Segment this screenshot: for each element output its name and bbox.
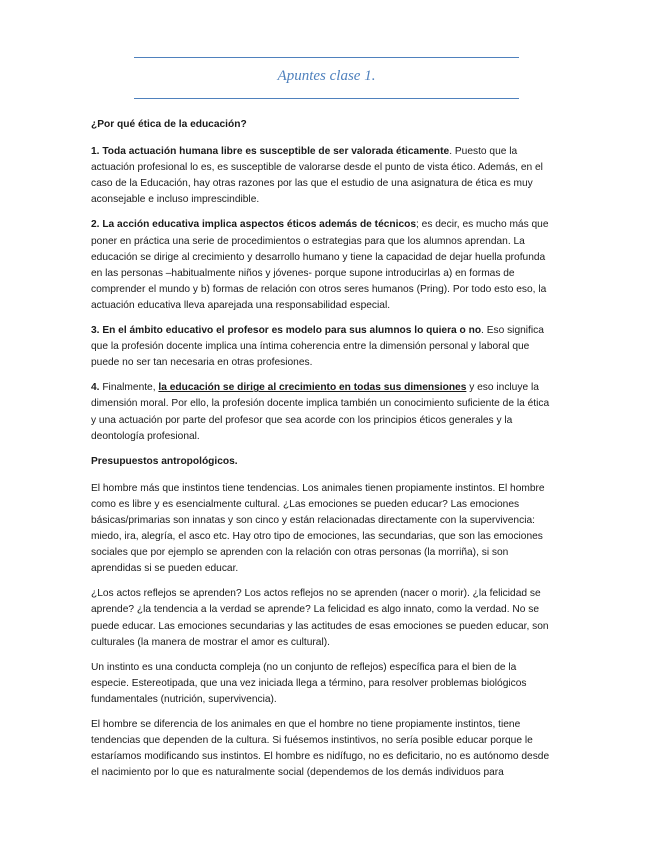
document-body: [91, 117, 554, 790]
point-number: 3.: [91, 325, 103, 337]
section-heading-ethics: ¿Por qué ética de la educación?: [91, 119, 247, 130]
title-bottom-rule: [134, 98, 519, 99]
document-title: Apuntes clase 1.: [277, 68, 376, 84]
point-number: 4.: [91, 382, 100, 394]
point-number: 1.: [91, 146, 103, 158]
point-text: . Puesto que la actuación profesional lo es, es susceptible de valorarse desde el punto de vista ético. Además, en el caso de la Educación, hay otras razones por las que el estudio de una asignatura de ética es muy aconsejable e incluso imprescindible.: [91, 146, 543, 206]
paragraph-point-1: [91, 144, 554, 208]
title-top-rule: [134, 57, 519, 58]
point-intro: Finalmente,: [99, 382, 159, 394]
point-statement: Toda actuación humana libre es susceptible de ser valorada éticamente: [102, 146, 450, 158]
paragraph-point-2: [91, 217, 554, 314]
point-number: 2.: [91, 219, 103, 231]
paragraph-point-3: [91, 323, 554, 371]
point-statement: la educación se dirige al crecimiento en todas sus dimensiones: [158, 382, 467, 394]
paragraph: El hombre se diferencia de los animales en que el hombre no tiene propiamente instintos, tiene tendencias que dependen de la cultura. Si fuésemos instintivos, no sería posible educar porque le estaríamos modificando sus instintos. El hombre es nidífugo, no es deficitario, no es autónomo desde el nacimiento por lo que es naturalmente social (dependemos de los demás individuos para: [91, 719, 550, 779]
point-text: . Eso significa que la profesión docente implica una íntima coherencia entre la dimensión personal y laboral que puede no ser tan necesaria en otras profesiones.: [91, 325, 544, 369]
point-text: y eso incluye la dimensión moral. Por ello, la profesión docente implica también un conocimiento suficiente de la ética y una actuación por parte del profesor que sea acorde con los principios éticos generales y la deontología profesional.: [91, 382, 550, 442]
paragraph-point-4: [91, 380, 554, 444]
section-heading-anthropology: Presupuestos antropológicos.: [91, 455, 238, 467]
paragraph: Un instinto es una conducta compleja (no un conjunto de reflejos) específica para el bien de la especie. Estereotipada, que una vez iniciada llega a término, para resolver problemas biológicos fundamentales (nutrición, supervivencia).: [91, 661, 527, 705]
point-statement: En el ámbito educativo el profesor es modelo para sus alumnos lo quiera o no: [102, 325, 482, 337]
paragraph: El hombre más que instintos tiene tendencias. Los animales tienen propiamente instintos. El hombre como es libre y es esencialmente cultural. ¿Las emociones se pueden educar? Las emociones básicas/primarias son innatas y son cinco y están relacionadas directamente con la supervivencia: miedo, ira, alegría, el asco etc. Hay otro tipo de emociones, las secundarias, que son las emociones sociales que por ejemplo se aprenden con la relación con otras personas (la morriña), si son aprendidas si se pueden educar.: [91, 482, 545, 575]
paragraph: ¿Los actos reflejos se aprenden? Los actos reflejos no se aprenden (nacer o morir). ¿la felicidad se aprende? ¿la tendencia a la verdad se aprende? La felicidad es algo innato, como la verdad. No se puede educar. Las emociones secundarias y las actitudes de esas emociones se pueden educar, son culturales (la manera de mostrar el amor es cultural).: [91, 588, 549, 648]
point-statement: La acción educativa implica aspectos éticos además de técnicos: [102, 219, 417, 231]
point-text: ; es decir, es mucho más que poner en práctica una serie de procedimientos o estrategias para que los alumnos aprendan. La educación se dirige al crecimiento y desarrollo humano y tiene la capacidad de dejar huella profunda en las personas –habitualmente niños y jóvenes- porque supone introducirlas a) en formas de comprender el mundo y b) formas de relación con otros seres humanos (Pring). Por todo esto eso, la actuación educativa lleva aparejada una responsabilidad especial.: [91, 219, 549, 311]
